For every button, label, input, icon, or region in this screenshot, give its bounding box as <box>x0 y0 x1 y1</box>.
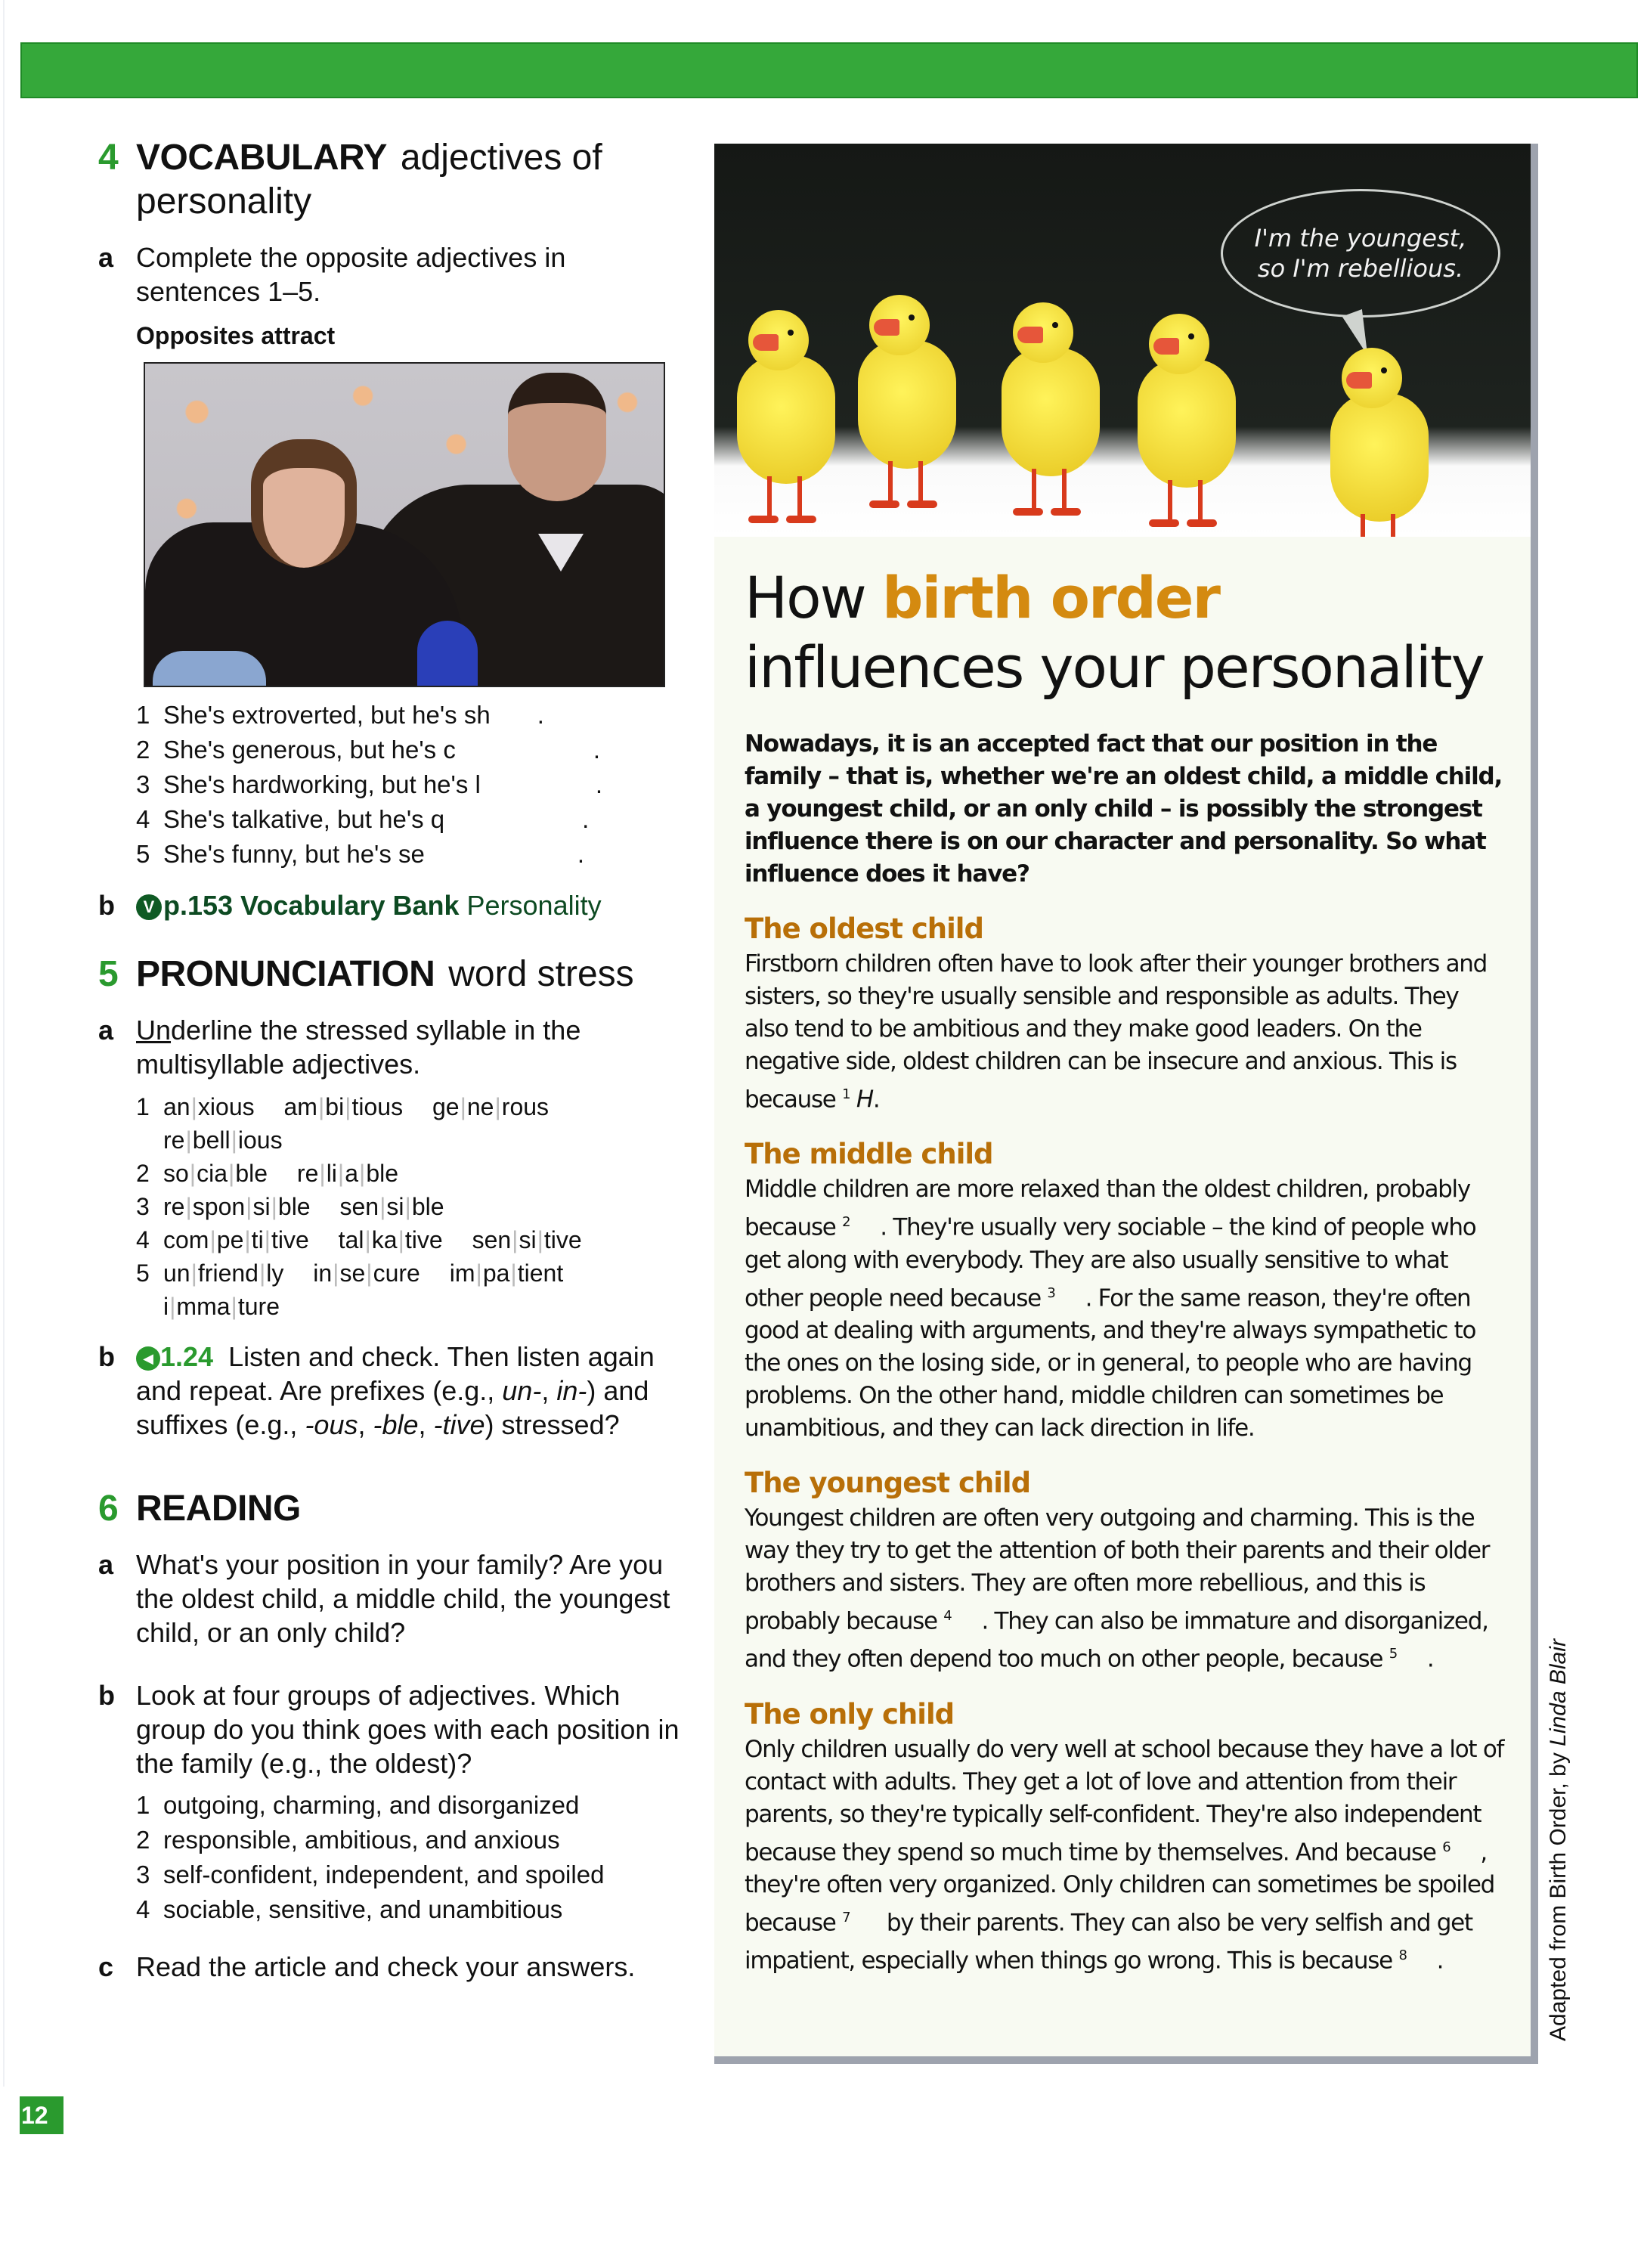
syllable-divider: | <box>231 1293 237 1320</box>
opposites-subhead: Opposites attract <box>136 322 336 349</box>
syllabified-word[interactable] <box>432 1093 549 1120</box>
syllable[interactable]: se <box>339 1259 366 1287</box>
syllable-divider: | <box>209 1226 216 1253</box>
syllable-divider: | <box>319 1160 326 1187</box>
gap-number: 3 <box>1047 1284 1055 1301</box>
syllabified-word[interactable] <box>163 1093 255 1120</box>
word-group <box>163 1223 688 1256</box>
task-letter: a <box>98 242 114 273</box>
item-end: . <box>595 770 603 798</box>
section-subtitle: word stress <box>448 954 634 994</box>
syllable[interactable]: spon <box>192 1193 246 1220</box>
section-title: VOCABULARY <box>136 138 387 178</box>
task-letter: a <box>98 1015 114 1046</box>
item-text: She's hardworking, but he's l <box>163 770 481 798</box>
gap-number: 5 <box>1389 1646 1397 1662</box>
syllable-divider: | <box>228 1160 235 1187</box>
syllable-divider: | <box>333 1259 339 1287</box>
task-letter: b <box>98 890 115 921</box>
syllable-divider: | <box>271 1193 277 1220</box>
instruction-text: ) and suffixes (e.g., <box>136 1375 649 1440</box>
syllable[interactable]: re <box>296 1160 319 1187</box>
list-item <box>136 837 688 872</box>
syllable[interactable]: si <box>519 1226 537 1253</box>
item-number: 4 <box>136 1895 150 1923</box>
separator: , <box>418 1409 434 1440</box>
syllabified-word[interactable] <box>339 1193 444 1220</box>
syllable[interactable]: mma <box>176 1293 231 1320</box>
source-credit <box>1546 1639 1571 2041</box>
section-subtitle-cont: personality <box>136 181 312 222</box>
para-text: Middle children are more relaxed than the oldest children, probably because <box>745 1176 1470 1241</box>
syllable-divider: | <box>475 1259 482 1287</box>
task-4a <box>98 240 688 308</box>
item-number: 1 <box>136 701 150 729</box>
credit-text: Adapted from Birth Order, by <box>1546 1746 1571 2041</box>
underline-example: Un <box>136 1015 172 1046</box>
list-item <box>136 1223 688 1256</box>
syllable[interactable]: sen <box>339 1193 379 1220</box>
instruction-text: ) stressed? <box>485 1409 620 1440</box>
syllable[interactable]: cia <box>197 1160 228 1187</box>
article-paragraph <box>745 948 1508 1116</box>
list-item <box>136 802 688 837</box>
syllable-divider: | <box>264 1226 271 1253</box>
item-number: 3 <box>136 1861 150 1888</box>
syllable[interactable]: ious <box>237 1126 283 1154</box>
section-number: 4 <box>98 138 119 178</box>
syllable[interactable]: ge <box>432 1093 460 1120</box>
word-group <box>163 1256 688 1323</box>
vocabulary-bank-ref: p.153 Vocabulary Bank <box>163 890 460 921</box>
para-text: by their parents. They can also be very selfish and get impatient, especially when things go wrong. This is because <box>745 1909 1472 1975</box>
section-5-heading <box>98 953 688 996</box>
section-4-heading <box>98 136 688 180</box>
syllable-divider: | <box>494 1093 501 1120</box>
item-text: responsible, ambitious, and anxious <box>163 1826 560 1854</box>
syllable[interactable]: re <box>163 1126 185 1154</box>
syllable-divider: | <box>379 1193 386 1220</box>
example-suffix: -ble <box>373 1409 419 1440</box>
syllable-divider: | <box>185 1193 192 1220</box>
audio-track-number[interactable]: 1.24 <box>160 1341 214 1372</box>
item-number: 3 <box>136 770 150 798</box>
syllable-divider: | <box>404 1193 411 1220</box>
instruction-text: Listen and check. Then listen again and repeat. Are prefixes (e.g., <box>136 1341 655 1406</box>
item-number: 5 <box>136 840 150 868</box>
item-text: She's generous, but he's c <box>163 736 456 764</box>
para-text: . For the same reason, they're often good at dealing with arguments, and they're always sympathetic to the ones on the losing side, or in general, to people who are having problems. On the other hand, middle children can sometimes be unambitious, and they can lack direction in life. <box>745 1284 1476 1442</box>
answer-blank[interactable] <box>491 698 536 733</box>
task-instruction: What's your position in your family? Are you the oldest child, a middle child, the youngest child, or an only child? <box>136 1549 670 1648</box>
page-number: 12 <box>20 2096 63 2134</box>
syllable[interactable]: xious <box>197 1093 255 1120</box>
list-item <box>136 1892 688 1927</box>
example-prefix: un- <box>502 1375 542 1406</box>
ducklings-photo <box>714 144 1531 537</box>
item-number: 1 <box>136 1093 150 1120</box>
item-text: outgoing, charming, and disorganized <box>163 1791 580 1819</box>
item-end: . <box>577 840 585 868</box>
item-number: 5 <box>136 1259 150 1287</box>
syllable[interactable]: bell <box>192 1126 231 1154</box>
couple-photo <box>144 362 665 687</box>
syllable-divider: | <box>337 1160 345 1187</box>
section-6-heading <box>98 1487 688 1531</box>
item-end: . <box>537 701 544 729</box>
article-box <box>714 144 1538 2064</box>
para-text: . They're usually very sociable – the kind of people who get along with everybody. They are also usually sensitive to what other people need because <box>745 1213 1476 1312</box>
answer-blank[interactable] <box>425 837 576 872</box>
syllable[interactable]: tient <box>517 1259 564 1287</box>
syllable[interactable]: ka <box>371 1226 398 1253</box>
syllable[interactable]: tious <box>351 1093 404 1120</box>
list-item <box>136 733 688 767</box>
vocabulary-bank-icon: V <box>136 894 162 920</box>
vocabulary-bank-link[interactable] <box>136 888 688 922</box>
syllable[interactable]: friend <box>197 1259 259 1287</box>
credit-author: Linda Blair <box>1546 1639 1571 1746</box>
syllable[interactable]: tive <box>404 1226 443 1253</box>
word-group <box>163 1190 688 1223</box>
syllable[interactable]: pa <box>482 1259 510 1287</box>
syllable-divider: | <box>231 1126 237 1154</box>
task-letter: a <box>98 1549 114 1580</box>
item-text: She's talkative, but he's q <box>163 805 445 833</box>
syllable[interactable]: so <box>163 1160 189 1187</box>
syllable-divider: | <box>460 1093 466 1120</box>
syllable-divider: | <box>398 1226 404 1253</box>
syllable-divider: | <box>366 1259 373 1287</box>
syllable[interactable]: bi <box>325 1093 345 1120</box>
item-end: . <box>593 736 601 764</box>
syllable-list <box>98 1090 688 1323</box>
syllable-divider: | <box>189 1160 197 1187</box>
duckling-image <box>990 302 1104 476</box>
syllable[interactable]: li <box>326 1160 337 1187</box>
para-text: Only children usually do very well at school because they have a lot of contact with adults. They get a lot of love and attention from their parents, so they're typically self-confident. They're also independent because they spend so much time by themselves. And because <box>745 1735 1504 1866</box>
para-text: . <box>1426 1645 1434 1673</box>
syllable[interactable]: ble <box>366 1160 399 1187</box>
instruction-text: derline the stressed syllable in the multisyllable adjectives. <box>136 1015 581 1080</box>
syllabified-word[interactable] <box>163 1226 309 1253</box>
syllable-divider: | <box>317 1093 325 1120</box>
syllable-divider: | <box>246 1193 252 1220</box>
syllabified-word[interactable] <box>313 1259 420 1287</box>
syllable[interactable]: an <box>163 1093 190 1120</box>
speech-bubble-line: so I'm rebellious. <box>1257 254 1464 283</box>
item-number: 2 <box>136 1826 150 1854</box>
gap-number: 1 <box>842 1086 850 1102</box>
task-5a <box>98 1013 688 1081</box>
gap-number: 7 <box>842 1909 850 1926</box>
syllable[interactable]: ti <box>251 1226 264 1253</box>
article-intro: Nowadays, it is an accepted fact that our position in the family – that is, whether we're an oldest child, a middle child, a youngest child, or an only child – is possibly the strongest influence there is on our character and personality. So what influence does it have? <box>745 730 1503 888</box>
syllable[interactable]: sen <box>472 1226 512 1253</box>
para-text: . They can also be immature and disorganized, and they often depend too much on other people, because <box>745 1607 1488 1673</box>
task-instruction: Read the article and check your answers. <box>136 1951 636 1982</box>
list-item <box>136 1788 688 1823</box>
syllable[interactable]: pe <box>216 1226 244 1253</box>
word-group <box>163 1090 688 1157</box>
syllable[interactable]: si <box>386 1193 404 1220</box>
title-text: How <box>745 564 882 631</box>
item-text: She's extroverted, but he's sh <box>163 701 491 729</box>
syllable-divider: | <box>510 1259 517 1287</box>
opposites-list <box>98 698 688 872</box>
syllable[interactable]: com <box>163 1226 209 1253</box>
task-6a <box>98 1548 688 1650</box>
syllable-divider: | <box>359 1160 366 1187</box>
example-suffix: -ous <box>305 1409 358 1440</box>
item-number: 4 <box>136 805 150 833</box>
gap-answer[interactable]: H <box>856 1086 873 1114</box>
article-subheading: The only child <box>745 1697 955 1730</box>
syllabified-word[interactable] <box>163 1259 283 1287</box>
list-item <box>136 1157 688 1190</box>
task-6c <box>98 1950 688 1984</box>
syllabified-word[interactable] <box>472 1226 582 1253</box>
syllable-divider: | <box>345 1093 351 1120</box>
duckling-image <box>847 295 960 469</box>
title-text: influences your personality <box>745 634 1484 701</box>
para-text: , they're often very organized. Only children can sometimes be spoiled because <box>745 1838 1495 1937</box>
para-text: Youngest children are often very outgoing and charming. This is the way they try to get the attention of both their parents and their older brothers and sisters. They are often more rebellious, and this is probably because <box>745 1504 1490 1635</box>
syllable-divider: | <box>190 1093 197 1120</box>
syllable-divider: | <box>259 1259 266 1287</box>
syllable[interactable]: ble <box>235 1160 268 1187</box>
gap-number: 4 <box>943 1607 952 1624</box>
title-accent: birth order <box>881 564 1219 631</box>
section-subtitle: adjectives of <box>400 138 602 178</box>
syllabified-word[interactable] <box>163 1126 283 1154</box>
article-title <box>745 563 1508 702</box>
list-item <box>136 1823 688 1857</box>
separator: , <box>358 1409 373 1440</box>
item-text: She's funny, but he's se <box>163 840 425 868</box>
speech-bubble-line: I'm the youngest, <box>1254 224 1467 253</box>
item-end: . <box>582 805 590 833</box>
article-paragraph <box>745 1173 1508 1445</box>
syllabified-word[interactable] <box>284 1093 404 1120</box>
gap-number: 8 <box>1398 1947 1407 1964</box>
article-body <box>745 563 1508 1978</box>
list-item <box>136 1190 688 1223</box>
adjective-groups-list <box>98 1788 688 1927</box>
task-6b <box>98 1678 688 1780</box>
para-text: . <box>872 1086 880 1114</box>
para-text: . <box>1436 1947 1444 1975</box>
duckling-image <box>1319 348 1432 522</box>
list-item <box>136 767 688 802</box>
syllabified-word[interactable] <box>163 1160 268 1187</box>
left-column <box>98 136 688 1984</box>
word-group <box>163 1157 688 1190</box>
answer-blank[interactable] <box>481 767 594 802</box>
answer-blank[interactable] <box>444 802 581 837</box>
vocabulary-bank-topic: Personality <box>466 890 602 921</box>
syllable[interactable]: ne <box>466 1093 494 1120</box>
example-prefix: in- <box>556 1375 587 1406</box>
syllable[interactable]: un <box>163 1259 190 1287</box>
syllable[interactable]: in <box>313 1259 333 1287</box>
syllable-divider: | <box>244 1226 251 1253</box>
gap-number: 6 <box>1442 1839 1450 1855</box>
item-number: 2 <box>136 1160 150 1187</box>
task-instruction <box>136 1340 688 1442</box>
syllable[interactable]: a <box>345 1160 359 1187</box>
syllabified-word[interactable] <box>339 1226 443 1253</box>
article-subheading: The middle child <box>745 1138 993 1171</box>
task-5b <box>98 1340 688 1442</box>
article-paragraph <box>745 1502 1508 1676</box>
task-4b <box>98 888 688 922</box>
answer-blank[interactable] <box>456 733 592 767</box>
syllable[interactable]: tive <box>543 1226 582 1253</box>
syllable[interactable]: ble <box>277 1193 311 1220</box>
syllable[interactable]: cure <box>373 1259 420 1287</box>
syllable-divider: | <box>512 1226 519 1253</box>
syllabified-word[interactable] <box>297 1160 398 1187</box>
gap-number: 2 <box>842 1214 850 1231</box>
syllable-divider: | <box>185 1126 192 1154</box>
task-letter: b <box>98 1680 115 1711</box>
syllable-divider: | <box>537 1226 543 1253</box>
syllable[interactable]: tive <box>271 1226 309 1253</box>
item-number: 4 <box>136 1226 150 1253</box>
syllabified-word[interactable] <box>450 1259 563 1287</box>
list-item <box>136 1256 688 1323</box>
syllable-divider: | <box>364 1226 371 1253</box>
article-subheading: The youngest child <box>745 1466 1031 1499</box>
syllable[interactable]: rous <box>501 1093 550 1120</box>
syllable[interactable]: ble <box>411 1193 444 1220</box>
syllabified-word[interactable] <box>163 1193 311 1220</box>
duckling-image <box>726 310 839 484</box>
syllable[interactable]: si <box>252 1193 271 1220</box>
list-item <box>136 698 688 733</box>
syllable[interactable]: im <box>449 1259 475 1287</box>
separator: , <box>541 1375 557 1406</box>
syllable[interactable]: ly <box>266 1259 284 1287</box>
task-letter: b <box>98 1341 115 1372</box>
list-item <box>136 1857 688 1892</box>
syllable[interactable]: tal <box>338 1226 364 1253</box>
page-edge <box>3 0 5 2087</box>
syllable-divider: | <box>190 1259 197 1287</box>
article-subheading: The oldest child <box>745 912 983 945</box>
task-instruction: Look at four groups of adjectives. Which group do you think goes with each position in the family (e.g., the oldest)? <box>136 1680 680 1779</box>
section-number: 6 <box>98 1489 119 1529</box>
article-paragraph <box>745 1734 1508 1978</box>
list-item <box>136 1090 688 1157</box>
syllable[interactable]: re <box>163 1193 185 1220</box>
syllabified-word[interactable] <box>163 1293 280 1320</box>
speech-bubble <box>1221 189 1500 318</box>
syllable[interactable]: i <box>163 1293 169 1320</box>
item-text: sociable, sensitive, and unambitious <box>163 1895 563 1923</box>
item-number: 2 <box>136 736 150 764</box>
syllable[interactable]: ture <box>237 1293 280 1320</box>
audio-icon[interactable]: ◀ <box>136 1346 160 1371</box>
item-text: self-confident, independent, and spoiled <box>163 1861 605 1888</box>
section-title: PRONUNCIATION <box>136 954 435 994</box>
task-letter: c <box>98 1951 114 1982</box>
syllable[interactable]: am <box>283 1093 317 1120</box>
item-number: 3 <box>136 1193 150 1220</box>
header-color-bar <box>20 42 1638 98</box>
example-suffix: -tive <box>433 1409 485 1440</box>
section-title: READING <box>136 1489 301 1529</box>
task-instruction <box>136 1013 688 1081</box>
section-number: 5 <box>98 954 119 994</box>
duckling-image <box>1126 314 1240 488</box>
syllable-divider: | <box>169 1293 176 1320</box>
task-instruction: Complete the opposite adjectives in sentences 1–5. <box>136 242 566 307</box>
para-text: Firstborn children often have to look after their younger brothers and sisters, so they're usually sensible and responsible as adults. They also tend to be ambitious and they make good leaders. On the negative side, oldest children can be insecure and anxious. This is because <box>745 950 1488 1114</box>
item-number: 1 <box>136 1791 150 1819</box>
